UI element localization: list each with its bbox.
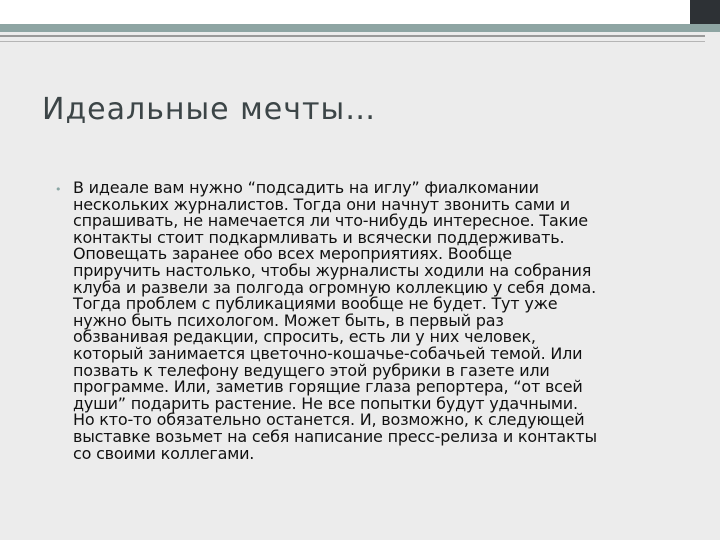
body-paragraph — [73, 180, 685, 462]
body-line: души” подарить растение. Не все попытки будут удачными. — [73, 393, 578, 413]
slide-title: Идеальные мечты… — [42, 92, 377, 127]
body-line: обзванивая редакции, спросить, есть ли у них человек, — [73, 327, 536, 347]
body-line: Тогда проблем с публикациями вообще не будет. Тут уже — [73, 294, 558, 314]
body-line: В идеале вам нужно “подсадить на иглу” фиалкомании — [73, 178, 539, 197]
body-line: выставке возьмет на себя написание пресс-релиза и контакты — [73, 426, 597, 446]
bullet-icon: • — [55, 183, 62, 196]
divider-line — [0, 35, 705, 37]
body-line: контакты стоит подкармливать и всячески поддерживать. — [73, 227, 565, 247]
header-band — [0, 0, 720, 24]
body-line: со своими коллегами. — [73, 443, 255, 463]
body-line: приручить настолько, чтобы журналисты ходили на собрания — [73, 260, 592, 280]
accent-bar — [0, 24, 720, 32]
body-line: Но кто-то обязательно останется. И, возможно, к следующей — [73, 410, 585, 430]
body-line: нескольких журналистов. Тогда они начнут звонить сами и — [73, 194, 570, 214]
body-line: спрашивать, не намечается ли что-нибудь интересное. Такие — [73, 211, 588, 231]
divider-line-thin — [0, 41, 705, 42]
body-line: позвать к телефону ведущего этой рубрики в газете или — [73, 360, 550, 380]
body-line: который занимается цветочно-кошачье-собачьей темой. Или — [73, 343, 583, 363]
corner-block — [690, 0, 720, 24]
body-line: клуба и развели за полгода огромную коллекцию у себя дома. — [73, 277, 597, 297]
body-line: программе. Или, заметив горящие глаза репортера, “от всей — [73, 377, 583, 397]
body-line: нужно быть психологом. Может быть, в первый раз — [73, 310, 504, 330]
body-line: Оповещать заранее обо всех мероприятиях. Вообще — [73, 244, 512, 264]
